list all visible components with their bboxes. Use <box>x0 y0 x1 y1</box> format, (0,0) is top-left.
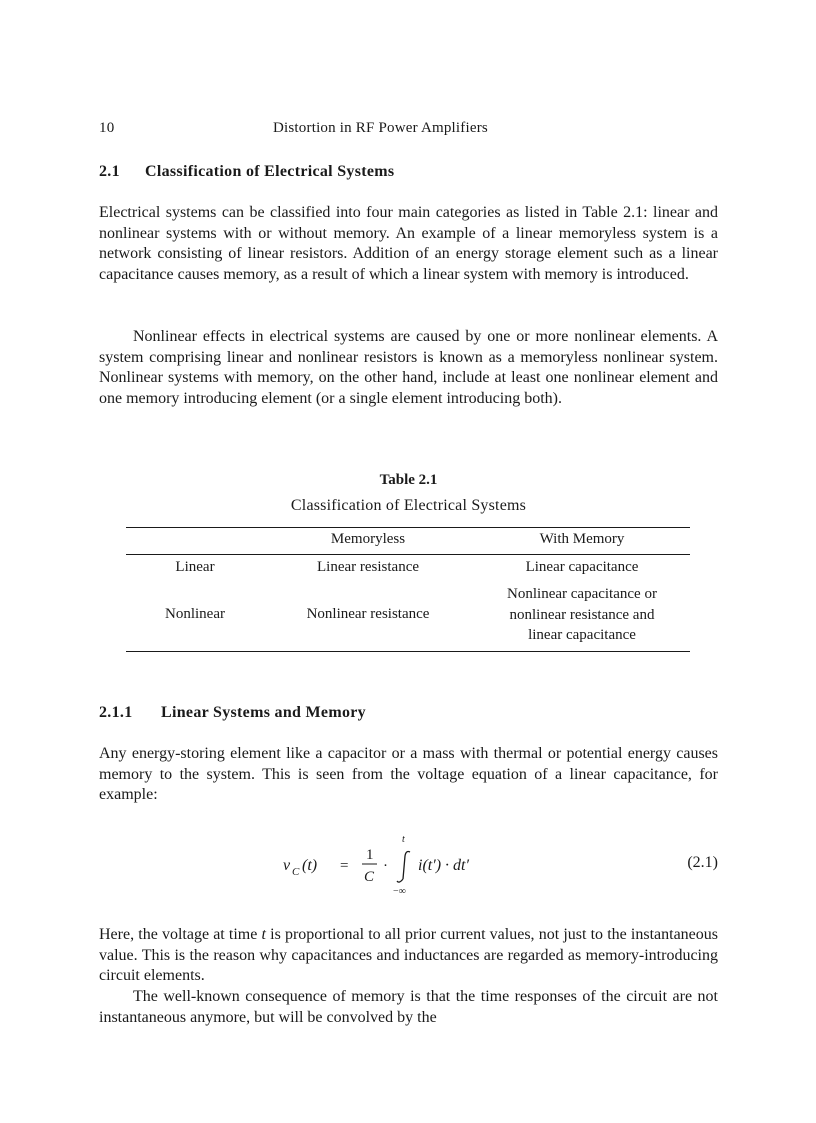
eq-lhs-arg: (t) <box>302 857 318 874</box>
equation-number: (2.1) <box>687 854 718 871</box>
paragraph-2-text: Nonlinear effects in electrical systems are caused by one or more nonlinear elements. A system comprising linear and nonlinear resistors is known as a memoryless nonlinear system. Nonlinear systems with memory, on the other hand, include at least one nonlinear element and one memory introducing element (or a single element introducing both). <box>99 328 718 407</box>
eq-equals: = <box>340 858 349 874</box>
table-top-rule <box>126 527 690 528</box>
paragraph-3: Any energy-storing element like a capacitor or a mass with thermal or potential energy causes memory to the system. This is seen from the voltage equation of a linear capacitance, for example: <box>99 745 718 804</box>
table-caption: Classification of Electrical Systems <box>290 497 527 514</box>
table-cell-line: nonlinear resistance and <box>509 606 655 623</box>
equation-formula <box>99 828 619 898</box>
table-row-label: Linear <box>175 559 215 575</box>
paragraph-4-text: Here, the voltage at time <box>99 926 262 943</box>
eq-lower-limit: −∞ <box>393 886 406 897</box>
table-cell: Nonlinear resistance <box>306 606 430 622</box>
eq-frac-num: 1 <box>366 847 374 863</box>
subsection-title: Linear Systems and Memory <box>161 704 366 721</box>
variable-t: t <box>261 926 266 943</box>
table-cell-line: Nonlinear capacitance or <box>507 586 657 602</box>
eq-lhs-var: v <box>283 857 291 874</box>
section-number: 2.1 <box>99 163 120 180</box>
table-cell-line: linear capacitance <box>528 627 636 643</box>
table-label: Table 2.1 <box>379 472 438 488</box>
table-cell <box>478 584 686 646</box>
paragraph-5 <box>99 987 718 1028</box>
paragraph-4-text-cont: is proportional to all prior current values, not just to the instantaneous value. This is the reason why capacitances and inductances are regarded as memory-introducing circuit elements. <box>99 926 718 985</box>
equation-2-1 <box>99 828 718 898</box>
table-header-rule <box>126 554 690 555</box>
paragraph-2 <box>99 327 718 409</box>
table-row-label: Nonlinear <box>165 606 225 622</box>
running-title: Distortion in RF Power Amplifiers <box>273 120 488 136</box>
eq-dot: · <box>383 858 388 874</box>
eq-lhs-sub: C <box>292 866 300 878</box>
integral-sign-icon <box>397 852 410 883</box>
paragraph-4 <box>99 925 718 987</box>
eq-upper-limit: t <box>402 834 405 845</box>
table-bottom-rule <box>126 651 690 652</box>
table-cell: Linear resistance <box>316 559 420 575</box>
section-heading <box>99 163 394 181</box>
eq-integrand: i(t′) · dt′ <box>418 857 469 874</box>
subsection-number: 2.1.1 <box>99 704 133 721</box>
paragraph-1: Electrical systems can be classified into four main categories as listed in Table 2.1: linear and nonlinear systems with or without memory. An example of a linear memoryless system is a network consisting of linear resistors. Addition of an energy storage element such as a linear capacitance causes memory, as a result of which a linear system with memory is introduced. <box>99 204 718 283</box>
table-header-with-memory: With Memory <box>539 531 625 547</box>
section-title: Classification of Electrical Systems <box>145 163 395 180</box>
table-header-memoryless: Memoryless <box>330 531 406 547</box>
paragraph-5-text: The well-known consequence of memory is that the time responses of the circuit are not instantaneous anymore, but will be convolved by the <box>99 988 718 1026</box>
page-number: 10 <box>99 120 115 136</box>
table-cell: Linear capacitance <box>525 559 639 575</box>
eq-frac-den: C <box>364 869 375 885</box>
subsection-heading <box>99 704 366 722</box>
